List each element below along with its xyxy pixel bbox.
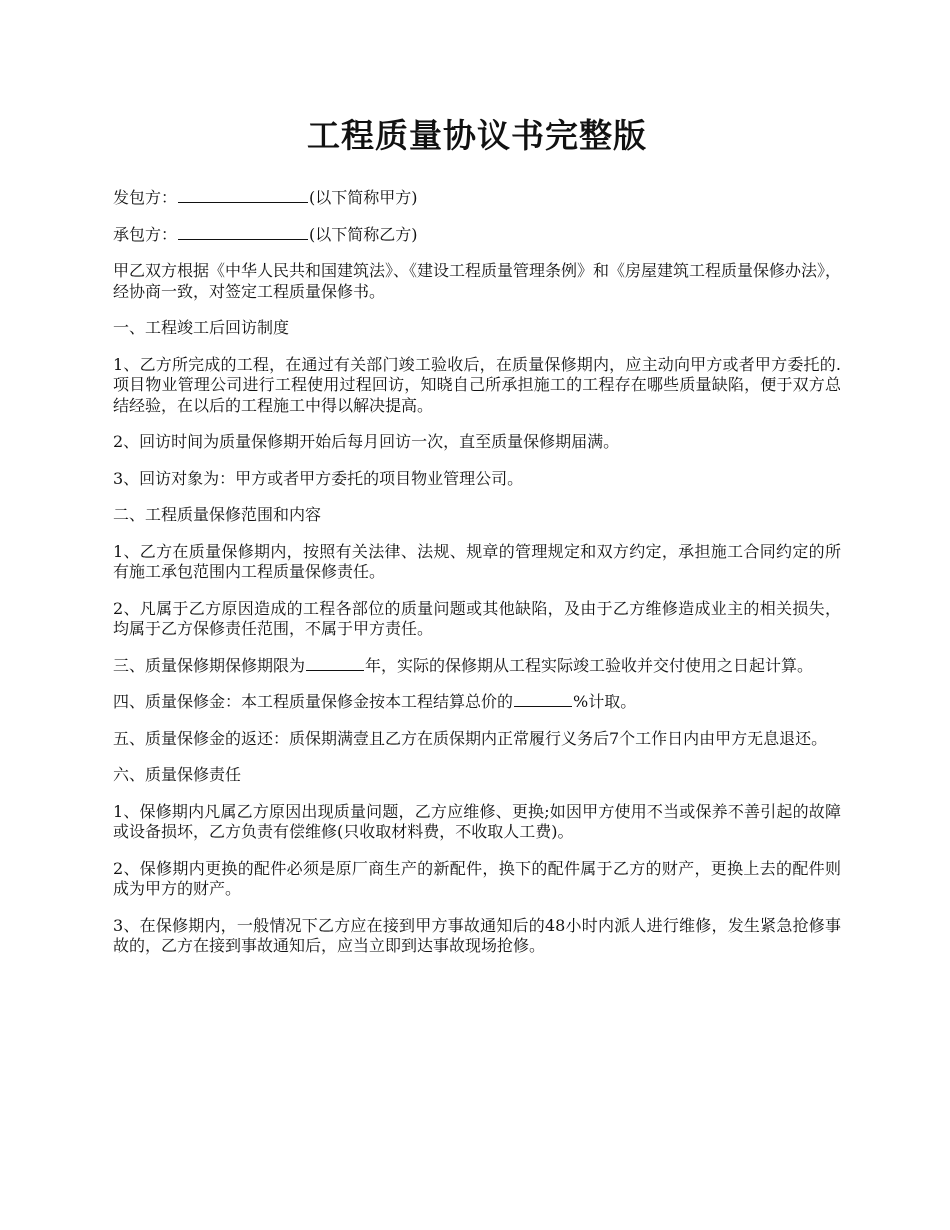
- section-3-paragraph: [113, 656, 841, 677]
- section-4-prefix: 四、质量保修金：本工程质量保修金按本工程结算总价的: [113, 692, 514, 711]
- contractor-label: 承包方：: [113, 224, 178, 244]
- contractor-line: [113, 225, 841, 246]
- section-1-item-2: 2、回访时间为质量保修期开始后每月回访一次，直至质量保修期届满。: [113, 432, 620, 451]
- contractor-note: (以下简称乙方): [309, 224, 418, 244]
- employer-line: [113, 188, 841, 209]
- intro-paragraph: 甲乙双方根据《中华人民共和国建筑法》、《建设工程质量管理条例》和《房屋建筑工程质量保修办法》，经协商一致，对签定工程质量保修书。: [113, 261, 842, 301]
- section-2-item-1: 1、乙方在质量保修期内，按照有关法律、法规、规章的管理规定和双方约定，承担施工合同约定的所有施工承包范围内工程质量保修责任。: [113, 541, 841, 581]
- document-title: 工程质量协议书完整版: [307, 116, 647, 155]
- document-page: [113, 112, 841, 973]
- section-5-paragraph: 五、质量保修金的返还：质保期满壹且乙方在质保期内正常履行义务后7个工作日内由甲方无息退还。: [113, 728, 828, 748]
- section-1-item-3: 3、回访对象为：甲方或者甲方委托的项目物业管理公司。: [113, 468, 524, 488]
- section-6-heading: 六、质量保修责任: [113, 765, 242, 784]
- employer-blank: [178, 188, 308, 203]
- retention-percent-blank: [514, 692, 572, 707]
- employer-note: (以下简称甲方): [309, 188, 418, 207]
- section-6-item-1: 1、保修期内凡属乙方原因出现质量问题，乙方应维修、更换;如因甲方使用不当或保养不善引起的故障或设备损坏，乙方负责有偿维修(只收取材料费，不收取人工费)。: [113, 801, 841, 841]
- section-4-paragraph: [113, 692, 841, 713]
- section-6-item-3: 3、在保修期内，一般情况下乙方应在接到甲方事故通知后的48小时内派人进行维修，发生紧急抢修事故的，乙方在接到事故通知后，应当立即到达事故现场抢修。: [113, 915, 841, 955]
- warranty-years-blank: [306, 656, 364, 671]
- section-3-prefix: 三、质量保修期保修期限为: [113, 655, 306, 675]
- section-2-heading: 二、工程质量保修范围和内容: [113, 505, 322, 524]
- section-6-item-2: 2、保修期内更换的配件必须是原厂商生产的新配件，换下的配件属于乙方的财产，更换上去的配件则成为甲方的财产。: [113, 858, 841, 898]
- employer-label: 发包方：: [113, 188, 178, 207]
- section-3-suffix: 年，实际的保修期从工程实际竣工验收并交付使用之日起计算。: [365, 655, 814, 675]
- section-2-item-2: 2、凡属于乙方原因造成的工程各部位的质量问题或其他缺陷，及由于乙方维修造成业主的相关损失，均属于乙方保修责任范围，不属于甲方责任。: [113, 598, 841, 638]
- contractor-blank: [178, 225, 308, 240]
- section-1-item-1: 1、乙方所完成的工程，在通过有关部门竣工验收后，在质量保修期内，应主动向甲方或者甲方委托的.项目物业管理公司进行工程使用过程回访，知晓自己所承担施工的工程存在哪些质量缺陷，便于双方总结经验，在以后的工程施工中得以解决提高。: [113, 354, 841, 415]
- section-4-suffix: %计取。: [573, 692, 637, 711]
- section-1-heading: 一、工程竣工后回访制度: [113, 318, 290, 337]
